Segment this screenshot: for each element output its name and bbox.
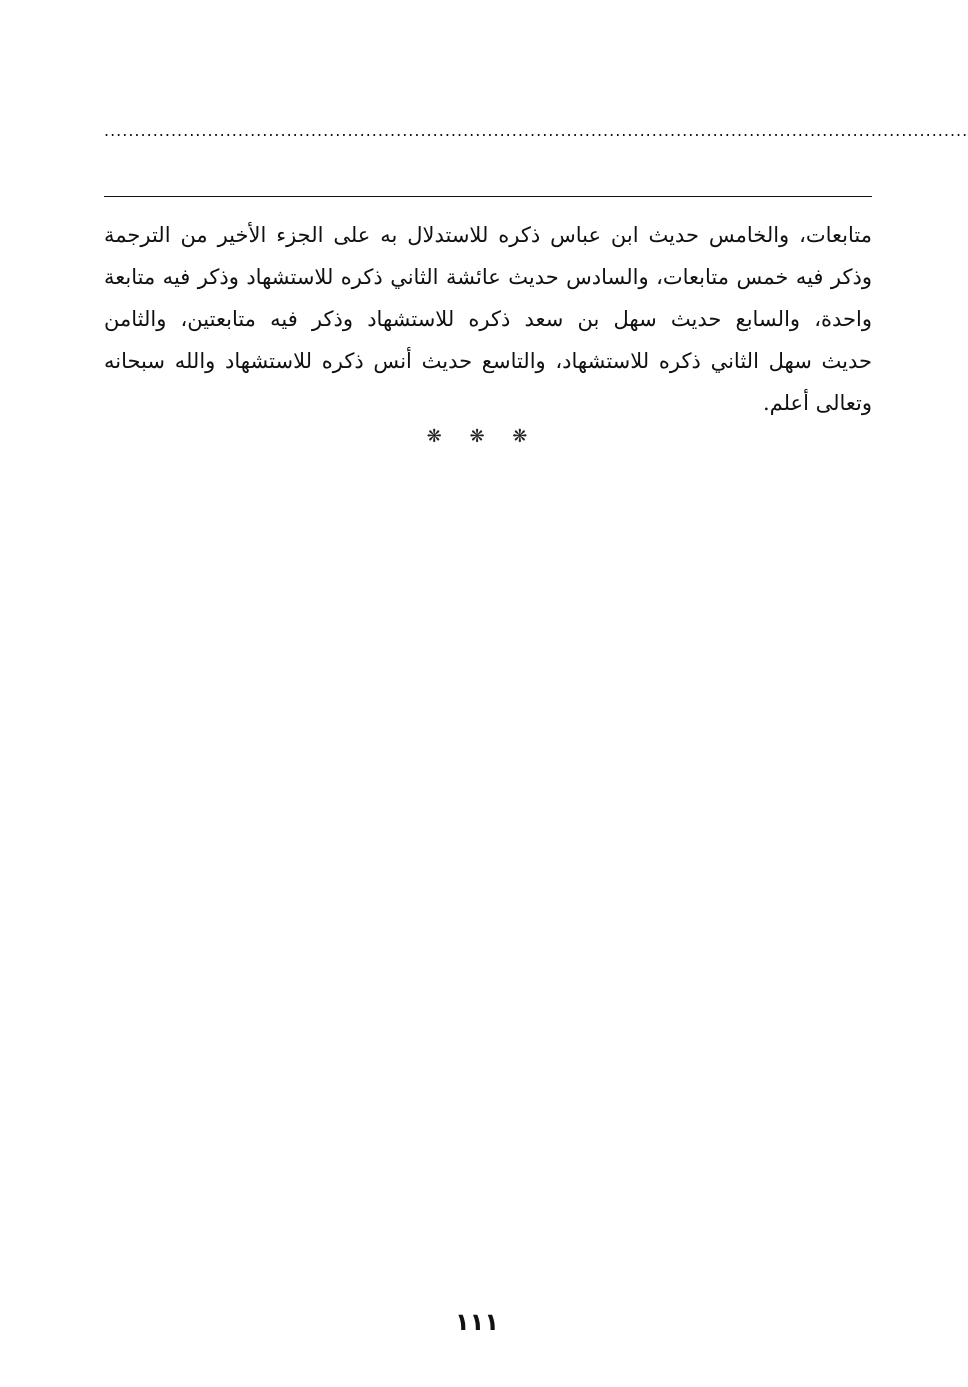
body-line-2: وذكر فيه خمس متابعات، والسادس حديث عائشة الثاني ذكره للاستشهاد وذكر فيه متابعة xyxy=(104,265,872,289)
body-line-5: وتعالى أعلم. xyxy=(762,391,872,415)
horizontal-rule xyxy=(104,196,872,197)
dotted-leader-line: .............................................................................................................................................. xyxy=(104,121,968,140)
body-line-1: متابعات، والخامس حديث ابن عباس ذكره للاستدلال به على الجزء الأخير من الترجمة xyxy=(104,223,872,247)
page-number: ١١١ xyxy=(455,1308,499,1336)
body-line-4: حديث سهل الثاني ذكره للاستشهاد، والتاسع حديث أنس ذكره للاستشهاد والله سبحانه xyxy=(104,349,872,373)
body-paragraph xyxy=(104,214,872,424)
section-separator-asterisks: ❋ ❋ ❋ xyxy=(426,426,528,447)
body-line-3: واحدة، والسابع حديث سهل بن سعد ذكره للاستشهاد وذكر فيه متابعتين، والثامن xyxy=(104,307,872,331)
